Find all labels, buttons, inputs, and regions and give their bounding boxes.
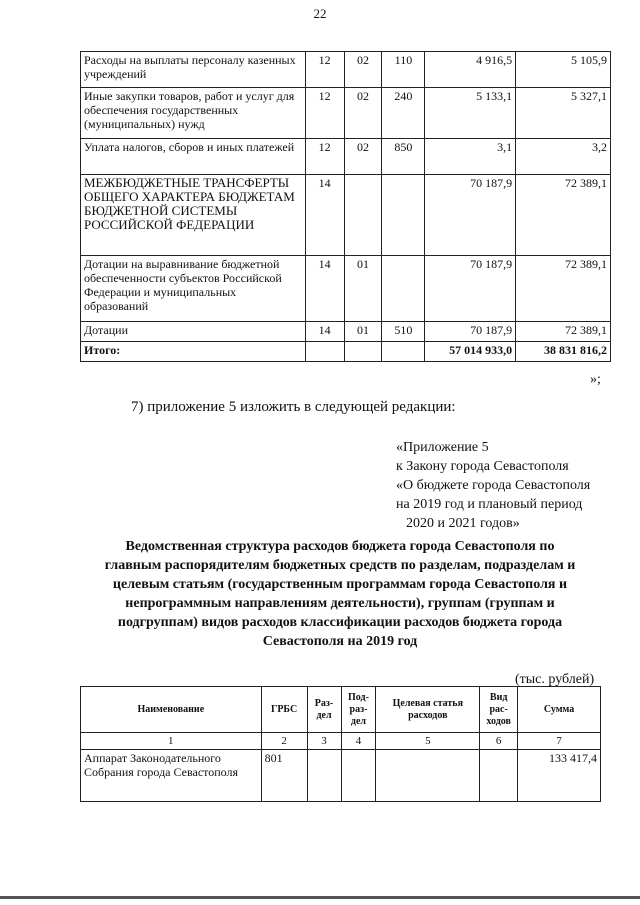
title-line: целевым статьям (государственным программам города Севастополя и [112, 577, 568, 592]
row-name: Расходы на выплаты персоналу казенных учреждений [81, 52, 306, 88]
appendix-line: 2020 и 2021 годов» [406, 516, 520, 531]
page-number: 22 [313, 6, 327, 21]
value-2020-cell: 5 105,9 [516, 52, 611, 88]
index-cell: 2 [261, 733, 307, 750]
col-header-vid: Вид рас-ходов [480, 687, 518, 733]
subsection-cell: 02 [344, 88, 382, 139]
subsection-cell: 01 [344, 256, 382, 322]
appendix-header [396, 438, 616, 533]
table-row [81, 256, 611, 322]
vid-cell [480, 750, 518, 802]
col-header-name: Наименование [81, 687, 262, 733]
index-cell: 6 [480, 733, 518, 750]
type-cell: 240 [382, 88, 425, 139]
type-cell: 110 [382, 52, 425, 88]
table-row [81, 88, 611, 139]
closing-quote-mark: »; [590, 372, 601, 387]
value-2019-cell: 70 187,9 [425, 175, 516, 256]
appendix-line: «О бюджете города Севастополя [396, 478, 591, 493]
type-cell [382, 175, 425, 256]
index-cell: 4 [341, 733, 376, 750]
value-2020-cell: 72 389,1 [516, 256, 611, 322]
subsection-cell [344, 342, 382, 362]
value-2019-cell: 5 133,1 [425, 88, 516, 139]
row-name: Дотации на выравнивание бюджетной обеспеченности субъектов Российской Федерации и муниципальных образований [81, 256, 306, 322]
index-cell: 1 [81, 733, 262, 750]
amendment-paragraph: 7) приложение 5 изложить в следующей редакции: [131, 399, 456, 415]
section-cell: 12 [305, 52, 344, 88]
col-header-sum: Сумма [518, 687, 601, 733]
appendix-line: «Приложение 5 [396, 440, 489, 455]
podrazdel-cell [341, 750, 376, 802]
value-2020-cell: 72 389,1 [516, 175, 611, 256]
subsection-cell: 02 [344, 139, 382, 175]
subsection-cell: 02 [344, 52, 382, 88]
index-row [81, 733, 601, 750]
type-cell: 510 [382, 322, 425, 342]
title-line: Севастополя на 2019 год [262, 634, 418, 649]
total-2020-cell: 38 831 816,2 [516, 342, 611, 362]
title-line: главным распорядителям бюджетных средств по разделам, подразделам и [104, 558, 576, 573]
row-name: Уплата налогов, сборов и иных платежей [81, 139, 306, 175]
scan-edge-line [0, 896, 640, 899]
index-cell: 7 [518, 733, 601, 750]
table-row [81, 52, 611, 88]
section-cell: 12 [305, 88, 344, 139]
subsection-cell: 01 [344, 322, 382, 342]
grbs-cell: 801 [261, 750, 307, 802]
budget-table-continued [80, 51, 611, 362]
title-line: Ведомственная структура расходов бюджета города Севастополя по [125, 539, 555, 554]
document-title [80, 537, 600, 651]
row-name: Иные закупки товаров, работ и услуг для обеспечения государственных (муниципальных) нужд [81, 88, 306, 139]
row-name: Аппарат Законодательного Собрания города Севастополя [81, 750, 262, 802]
row-name: МЕЖБЮДЖЕТНЫЕ ТРАНСФЕРТЫ ОБЩЕГО ХАРАКТЕРА БЮДЖЕТАМ БЮДЖЕТНОЙ СИСТЕМЫ РОССИЙСКОЙ ФЕДЕРАЦИИ [81, 175, 306, 256]
sum-cell: 133 417,4 [518, 750, 601, 802]
value-2020-cell: 5 327,1 [516, 88, 611, 139]
value-2019-cell: 70 187,9 [425, 256, 516, 322]
row-name: Дотации [81, 322, 306, 342]
appendix-line: к Закону города Севастополя [396, 459, 569, 474]
section-cell: 12 [305, 139, 344, 175]
section-cell: 14 [305, 175, 344, 256]
total-2019-cell: 57 014 933,0 [425, 342, 516, 362]
section-cell [305, 342, 344, 362]
value-2019-cell: 4 916,5 [425, 52, 516, 88]
col-header-razdel: Раз-дел [307, 687, 341, 733]
type-cell [382, 256, 425, 322]
section-cell: 14 [305, 256, 344, 322]
col-header-podrazdel: Под-раз-дел [341, 687, 376, 733]
section-cell: 14 [305, 322, 344, 342]
table-row [81, 139, 611, 175]
appendix-line: на 2019 год и плановый период [396, 497, 583, 512]
table-row [81, 322, 611, 342]
type-cell: 850 [382, 139, 425, 175]
table-row [81, 750, 601, 802]
total-label: Итого: [81, 342, 306, 362]
title-line: подгруппам) видов расходов классификации расходов бюджета города [117, 615, 563, 630]
target-cell [376, 750, 480, 802]
value-2019-cell: 3,1 [425, 139, 516, 175]
table-row [81, 175, 611, 256]
units-label: (тыс. рублей) [515, 672, 595, 687]
index-cell: 3 [307, 733, 341, 750]
value-2019-cell: 70 187,9 [425, 322, 516, 342]
title-line: непрограммным направлениям деятельности), группам (группам и [125, 596, 555, 611]
index-cell: 5 [376, 733, 480, 750]
header-row [81, 687, 601, 733]
razdel-cell [307, 750, 341, 802]
value-2020-cell: 72 389,1 [516, 322, 611, 342]
col-header-target: Целевая статья расходов [376, 687, 480, 733]
col-header-grbs: ГРБС [261, 687, 307, 733]
subsection-cell [344, 175, 382, 256]
value-2020-cell: 3,2 [516, 139, 611, 175]
type-cell [382, 342, 425, 362]
total-row [81, 342, 611, 362]
departmental-structure-table [80, 686, 601, 802]
